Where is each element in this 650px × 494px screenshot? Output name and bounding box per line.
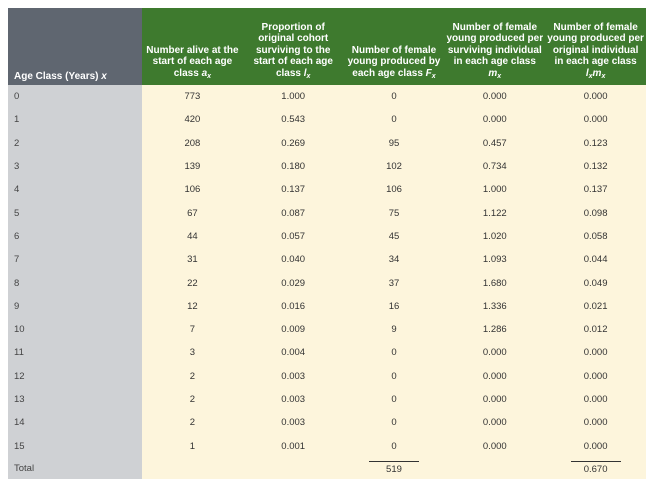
- cell-age-class: 8: [8, 271, 142, 294]
- total-fx-cell: [344, 458, 445, 479]
- cell-young-per-surviving: 0.000: [444, 434, 545, 457]
- cell-proportion-surviving: 0.029: [243, 271, 344, 294]
- header-female-young-produced-symbol: F: [425, 67, 432, 79]
- cell-age-class: 13: [8, 388, 142, 411]
- header-number-alive-symbol: a: [201, 67, 208, 79]
- total-fx: 519: [369, 461, 419, 475]
- cell-young-per-original: 0.000: [545, 108, 646, 131]
- header-female-young-produced-label: Number of female young produced by each age class: [347, 44, 441, 79]
- cell-proportion-surviving: 0.009: [243, 318, 344, 341]
- cell-female-young: 34: [344, 248, 445, 271]
- cell-young-per-surviving: 1.000: [444, 178, 545, 201]
- header-young-per-surviving: [444, 8, 545, 85]
- life-table: [8, 8, 646, 479]
- table-row: [8, 108, 646, 131]
- header-proportion-surviving-symbol: l: [303, 67, 307, 79]
- header-number-alive: [142, 8, 243, 85]
- cell-young-per-original: 0.123: [545, 132, 646, 155]
- table-row: [8, 411, 646, 434]
- header-proportion-surviving-subscript: x: [306, 72, 311, 80]
- total-empty-cell: [243, 458, 344, 479]
- cell-number-alive: 7: [142, 318, 243, 341]
- cell-number-alive: 420: [142, 108, 243, 131]
- table-row: [8, 271, 646, 294]
- table-row: [8, 201, 646, 224]
- cell-young-per-surviving: 0.734: [444, 155, 545, 178]
- total-label: Total: [8, 458, 142, 479]
- cell-young-per-original: 0.000: [545, 341, 646, 364]
- cell-young-per-original: 0.021: [545, 295, 646, 318]
- header-female-young-produced-subscript: x: [431, 72, 436, 80]
- cell-young-per-original: 0.049: [545, 271, 646, 294]
- cell-female-young: 75: [344, 201, 445, 224]
- cell-young-per-surviving: 1.122: [444, 201, 545, 224]
- cell-age-class: 1: [8, 108, 142, 131]
- cell-female-young: 37: [344, 271, 445, 294]
- cell-proportion-surviving: 0.003: [243, 411, 344, 434]
- cell-young-per-original: 0.098: [545, 201, 646, 224]
- cell-proportion-surviving: 0.137: [243, 178, 344, 201]
- cell-proportion-surviving: 0.016: [243, 295, 344, 318]
- table-row: [8, 341, 646, 364]
- cell-female-young: 106: [344, 178, 445, 201]
- total-empty-cell: [444, 458, 545, 479]
- cell-proportion-surviving: 0.057: [243, 225, 344, 248]
- table-row: [8, 318, 646, 341]
- cell-female-young: 0: [344, 365, 445, 388]
- cell-age-class: 10: [8, 318, 142, 341]
- cell-proportion-surviving: 0.269: [243, 132, 344, 155]
- cell-age-class: 14: [8, 411, 142, 434]
- cell-young-per-surviving: 1.336: [444, 295, 545, 318]
- total-lxmx-cell: [545, 458, 646, 479]
- table-row: [8, 178, 646, 201]
- cell-proportion-surviving: 0.003: [243, 365, 344, 388]
- table-body: [8, 85, 646, 479]
- cell-young-per-surviving: 0.000: [444, 85, 545, 108]
- cell-female-young: 0: [344, 411, 445, 434]
- table-row: [8, 248, 646, 271]
- cell-female-young: 102: [344, 155, 445, 178]
- cell-young-per-original: 0.000: [545, 388, 646, 411]
- header-number-alive-label: Number alive at the start of each age class: [146, 44, 239, 79]
- header-young-per-surviving-label: Number of female young produced per surviving individual in each age class: [446, 21, 544, 67]
- cell-age-class: 4: [8, 178, 142, 201]
- header-young-per-original-label: Number of female young produced per original individual in each age class: [547, 21, 644, 67]
- table-row: [8, 365, 646, 388]
- header-proportion-surviving-label: Proportion of original cohort surviving to the start of each age class: [253, 21, 333, 79]
- total-row: [8, 458, 646, 479]
- header-young-per-original-subscript: x: [588, 72, 593, 80]
- cell-age-class: 7: [8, 248, 142, 271]
- cell-number-alive: 12: [142, 295, 243, 318]
- cell-number-alive: 2: [142, 388, 243, 411]
- cell-young-per-surviving: 0.000: [444, 388, 545, 411]
- header-female-young-produced: [344, 8, 445, 85]
- cell-young-per-surviving: 0.000: [444, 411, 545, 434]
- cell-number-alive: 106: [142, 178, 243, 201]
- header-young-per-original-subscript2: x: [601, 72, 606, 80]
- cell-female-young: 0: [344, 108, 445, 131]
- total-lxmx: 0.670: [571, 461, 621, 475]
- header-number-alive-subscript: x: [207, 72, 212, 80]
- table-row: [8, 434, 646, 457]
- table-row: [8, 388, 646, 411]
- header-age-class-label: Age Class (Years): [14, 70, 99, 82]
- table-row: [8, 85, 646, 108]
- cell-young-per-original: 0.000: [545, 365, 646, 388]
- cell-proportion-surviving: 0.001: [243, 434, 344, 457]
- cell-young-per-surviving: 0.000: [444, 365, 545, 388]
- cell-proportion-surviving: 1.000: [243, 85, 344, 108]
- header-age-class-symbol: x: [101, 70, 107, 82]
- cell-female-young: 0: [344, 434, 445, 457]
- header-proportion-surviving: [243, 8, 344, 85]
- header-young-per-original-symbol: l: [585, 67, 589, 79]
- cell-number-alive: 2: [142, 411, 243, 434]
- cell-number-alive: 67: [142, 201, 243, 224]
- cell-age-class: 6: [8, 225, 142, 248]
- cell-young-per-surviving: 0.000: [444, 341, 545, 364]
- table-row: [8, 155, 646, 178]
- cell-young-per-original: 0.058: [545, 225, 646, 248]
- table-row: [8, 225, 646, 248]
- cell-age-class: 0: [8, 85, 142, 108]
- cell-female-young: 9: [344, 318, 445, 341]
- cell-young-per-surviving: 0.000: [444, 108, 545, 131]
- cell-age-class: 3: [8, 155, 142, 178]
- cell-number-alive: 1: [142, 434, 243, 457]
- cell-young-per-surviving: 1.093: [444, 248, 545, 271]
- cell-young-per-surviving: 0.457: [444, 132, 545, 155]
- cell-young-per-original: 0.000: [545, 85, 646, 108]
- cell-young-per-surviving: 1.020: [444, 225, 545, 248]
- header-young-per-surviving-subscript: x: [497, 72, 502, 80]
- cell-proportion-surviving: 0.003: [243, 388, 344, 411]
- cell-female-young: 0: [344, 85, 445, 108]
- cell-age-class: 12: [8, 365, 142, 388]
- cell-age-class: 15: [8, 434, 142, 457]
- cell-proportion-surviving: 0.543: [243, 108, 344, 131]
- cell-female-young: 45: [344, 225, 445, 248]
- cell-number-alive: 2: [142, 365, 243, 388]
- cell-proportion-surviving: 0.087: [243, 201, 344, 224]
- cell-young-per-original: 0.000: [545, 411, 646, 434]
- cell-number-alive: 44: [142, 225, 243, 248]
- header-age-class: [8, 8, 142, 85]
- cell-female-young: 0: [344, 341, 445, 364]
- cell-number-alive: 773: [142, 85, 243, 108]
- cell-proportion-surviving: 0.040: [243, 248, 344, 271]
- cell-proportion-surviving: 0.004: [243, 341, 344, 364]
- cell-number-alive: 22: [142, 271, 243, 294]
- header-young-per-surviving-symbol: m: [488, 67, 498, 79]
- cell-number-alive: 139: [142, 155, 243, 178]
- cell-number-alive: 31: [142, 248, 243, 271]
- cell-number-alive: 208: [142, 132, 243, 155]
- cell-young-per-surviving: 1.680: [444, 271, 545, 294]
- table-row: [8, 295, 646, 318]
- cell-young-per-original: 0.000: [545, 434, 646, 457]
- cell-young-per-original: 0.137: [545, 178, 646, 201]
- cell-female-young: 0: [344, 388, 445, 411]
- cell-young-per-surviving: 1.286: [444, 318, 545, 341]
- cell-female-young: 95: [344, 132, 445, 155]
- cell-number-alive: 3: [142, 341, 243, 364]
- cell-age-class: 5: [8, 201, 142, 224]
- cell-female-young: 16: [344, 295, 445, 318]
- cell-age-class: 2: [8, 132, 142, 155]
- cell-young-per-original: 0.132: [545, 155, 646, 178]
- header-young-per-original-symbol2: m: [592, 67, 602, 79]
- cell-age-class: 11: [8, 341, 142, 364]
- header-young-per-original: [545, 8, 646, 85]
- header-row: [8, 8, 646, 85]
- cell-young-per-original: 0.012: [545, 318, 646, 341]
- cell-young-per-original: 0.044: [545, 248, 646, 271]
- table-row: [8, 132, 646, 155]
- total-empty-cell: [142, 458, 243, 479]
- cell-age-class: 9: [8, 295, 142, 318]
- cell-proportion-surviving: 0.180: [243, 155, 344, 178]
